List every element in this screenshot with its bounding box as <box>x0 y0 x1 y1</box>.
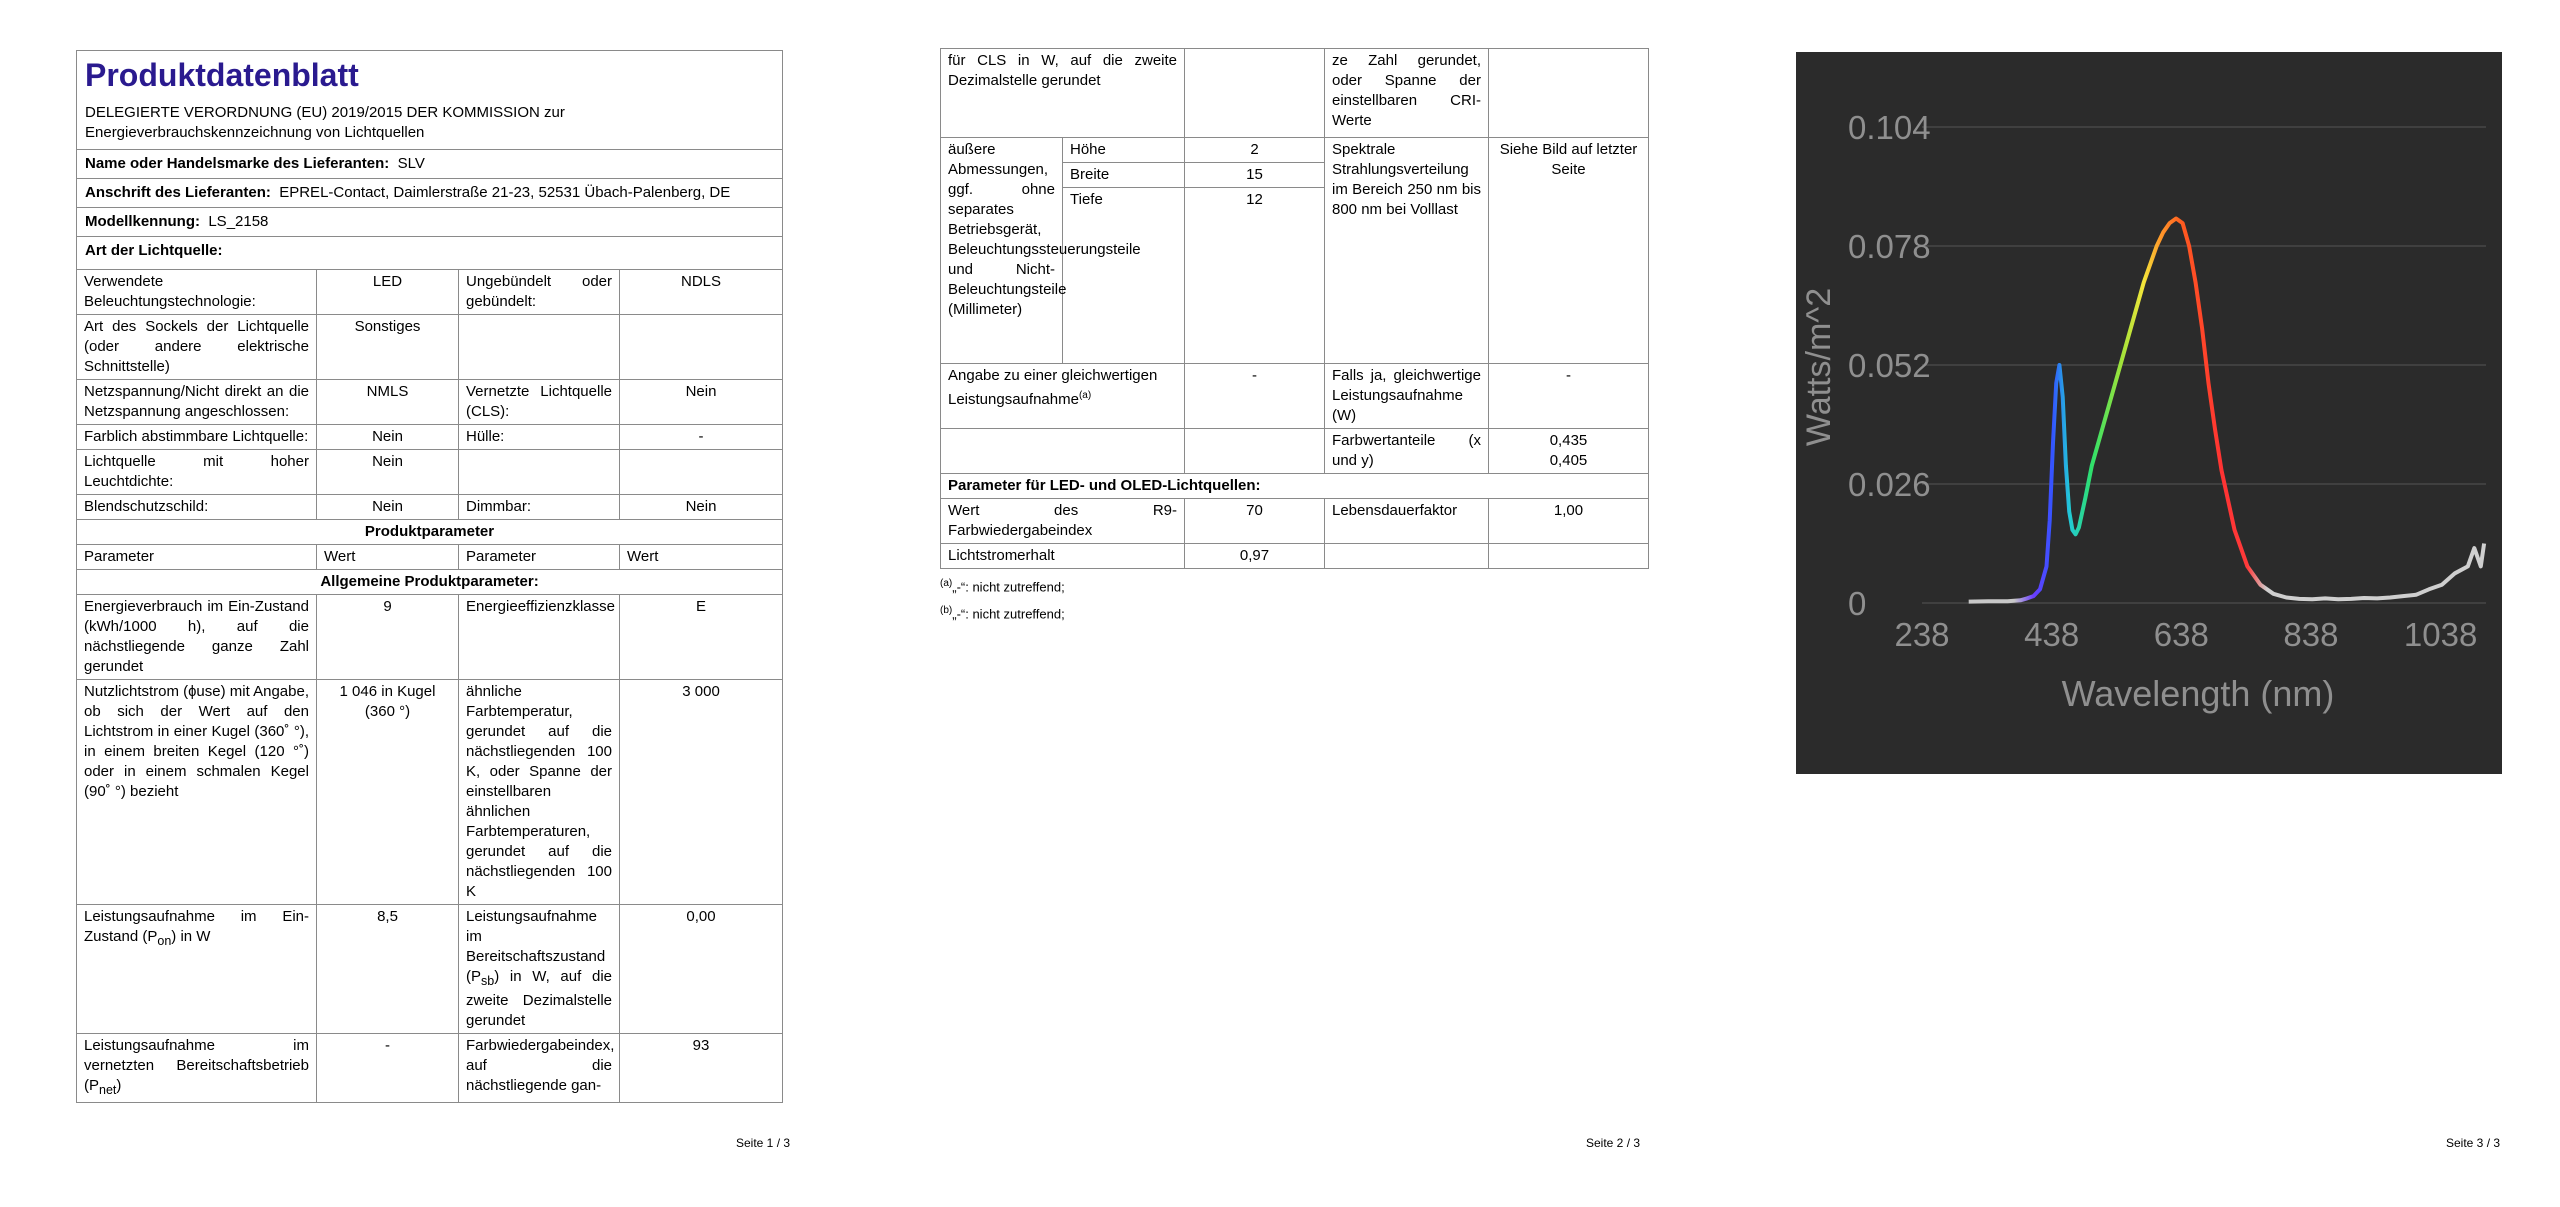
table-row <box>77 315 783 380</box>
page-1 <box>0 0 850 1207</box>
x-tick-label: 438 <box>2024 616 2080 653</box>
directional-value: NDLS <box>620 270 783 315</box>
footnote-b <box>940 599 1065 626</box>
mains-label: Netzspannung/Nicht direkt an die Netzspannung angeschlossen: <box>77 380 317 425</box>
column-header-parameter: Parameter <box>459 545 620 570</box>
technology-label: Verwendete Beleuchtungstechnologie: <box>77 270 317 315</box>
footnote-a-text: „-“: nicht zutreffend; <box>952 579 1065 595</box>
footnote-b-marker: (b) <box>940 605 953 617</box>
page-number: Seite 1 / 3 <box>736 1136 791 1150</box>
envelope-value: - <box>620 425 783 450</box>
energy-consumption-value: 9 <box>317 595 459 680</box>
x-tick-label: 1038 <box>2403 616 2478 653</box>
empty-cell <box>459 450 620 495</box>
empty-cell <box>1489 49 1649 138</box>
table-row <box>941 544 1649 569</box>
table-row <box>941 364 1649 429</box>
page-title: Produktdatenblatt <box>85 57 359 93</box>
cap-type-value: Sonstiges <box>317 315 459 380</box>
footnote-a-marker: (a) <box>940 578 953 589</box>
column-header-value: Wert <box>317 545 459 570</box>
cri-label: Farbwiedergabeindex, auf die nächstliegende gan- <box>459 1034 620 1103</box>
equivalent-power-claim-label <box>941 364 1185 429</box>
high-luminance-value: Nein <box>317 450 459 495</box>
power-networked-label <box>77 1034 317 1103</box>
spectral-distribution-value: Siehe Bild auf letzter Seite <box>1489 138 1649 364</box>
y-tick-label: 0.078 <box>1848 228 1931 265</box>
width-label: Breite <box>1063 163 1185 188</box>
led-params-header: Parameter für LED- und OLED-Lichtquellen: <box>941 474 1649 499</box>
address-value: EPREL-Contact, Daimlerstraße 21-23, 52531 Übach-Palenberg, DE <box>279 184 731 201</box>
column-header-parameter: Parameter <box>77 545 317 570</box>
datasheet-table-page-1 <box>76 50 783 1103</box>
tunable-label: Farblich abstimmbare Lichtquelle: <box>77 425 317 450</box>
anti-glare-label: Blendschutzschild: <box>77 495 317 520</box>
directional-label: Ungebündelt oder gebündelt: <box>459 270 620 315</box>
equivalent-power-label: Falls ja, gleichwertige Leistungsaufnahme (W) <box>1325 364 1489 429</box>
x-tick-label: 238 <box>1894 616 1950 653</box>
table-row <box>941 138 1649 163</box>
energy-consumption-label: Energieverbrauch im Ein-Zustand (kWh/1000 h), auf die nächstliegende ganze Zahl gerundet <box>77 595 317 680</box>
general-params-header: Allgemeine Produktparameter: <box>77 570 783 595</box>
power-on-label-tail: ) in W <box>171 928 211 945</box>
table-row <box>77 595 783 680</box>
column-header-value: Wert <box>620 545 783 570</box>
power-standby-label-tail: ) in W, auf die zweite Dezimalstelle gerundet <box>466 968 612 1029</box>
supplier-row <box>77 150 783 179</box>
efficiency-class-value: E <box>620 595 783 680</box>
technology-value: LED <box>317 270 459 315</box>
table-row <box>77 1034 783 1103</box>
table-row <box>941 429 1649 474</box>
power-standby-subscript: sb <box>481 974 495 988</box>
power-on-label-text: Leistungsaufnahme im Ein-Zustand (P <box>84 908 309 945</box>
spectral-chart <box>1796 52 2502 774</box>
cri-value: 93 <box>620 1034 783 1103</box>
footnote-b-text: „-“: nicht zutreffend; <box>952 606 1065 622</box>
ticks <box>1848 109 2477 653</box>
power-networked-label-text: Leistungsaufnahme im vernetzten Bereitschaftsbetrieb (P <box>84 1037 309 1094</box>
power-standby-label <box>459 905 620 1034</box>
table-row <box>77 450 783 495</box>
mains-value: NMLS <box>317 380 459 425</box>
power-on-subscript: on <box>157 934 172 948</box>
efficiency-class-label: Energieeffizienzklasse <box>459 595 620 680</box>
cct-value: 3 000 <box>620 680 783 905</box>
equivalent-power-claim-value: - <box>1185 364 1325 429</box>
dimensions-label: äußere Abmessungen, ggf. ohne separates Betriebsgerät, Beleuchtungssteuerungsteile und Nicht-Beleuchtungsteile (Millimeter) <box>941 138 1063 364</box>
table-row <box>77 380 783 425</box>
model-label: Modellkennung: <box>85 213 200 230</box>
r9-value: 70 <box>1185 499 1325 544</box>
model-row <box>77 208 783 237</box>
address-row <box>77 179 783 208</box>
survival-factor-value: 1,00 <box>1489 499 1649 544</box>
model-value: LS_2158 <box>208 213 269 230</box>
title-cell <box>77 51 783 150</box>
empty-cell <box>459 315 620 380</box>
survival-factor-label: Lebensdauerfaktor <box>1325 499 1489 544</box>
chromaticity-x: 0,435 <box>1549 432 1588 449</box>
connected-value: Nein <box>620 380 783 425</box>
power-networked-label-tail: ) <box>116 1077 122 1094</box>
tunable-value: Nein <box>317 425 459 450</box>
useful-flux-label: Nutzlichtstrom (ɸuse) mit Angabe, ob sich der Wert auf den Lichtstrom in einer Kugel (360˚ °), in einem breiten Kegel (120 °˚) oder in einem schmalen Kegel (90˚ °) bezieht <box>77 680 317 905</box>
power-standby-value: 0,00 <box>620 905 783 1034</box>
x-axis-label: Wavelength (nm) <box>2061 673 2335 714</box>
y-tick-label: 0.104 <box>1848 109 1931 146</box>
depth-value: 12 <box>1185 188 1325 364</box>
height-label: Höhe <box>1063 138 1185 163</box>
r9-label: Wert des R9-Farbwiedergabeindex <box>941 499 1185 544</box>
supplier-label: Name oder Handelsmarke des Lieferanten: <box>85 155 390 172</box>
empty-cell <box>620 315 783 380</box>
spectral-distribution-label: Spektrale Strahlungsverteilung im Bereich 250 nm bis 800 nm bei Volllast <box>1325 138 1489 364</box>
table-row <box>77 270 783 315</box>
useful-flux-value: 1 046 in Kugel (360 °) <box>317 680 459 905</box>
power-standby-label-text: Leistungsaufnahme im Bereitschaftszustand (P <box>466 908 606 985</box>
power-on-label <box>77 905 317 1034</box>
footnote-a-marker: (a) <box>1078 390 1092 401</box>
envelope-label: Hülle: <box>459 425 620 450</box>
table-row <box>77 680 783 905</box>
continued-left-label: für CLS in W, auf die zweite Dezimalstelle gerundet <box>941 49 1185 138</box>
chromaticity-y: 0,405 <box>1549 452 1588 469</box>
footnotes <box>940 572 1065 627</box>
chromaticity-label: Farbwertanteile (x und y) <box>1325 429 1489 474</box>
empty-cell <box>1325 544 1489 569</box>
x-tick-label: 838 <box>2283 616 2339 653</box>
y-tick-label: 0.026 <box>1848 466 1931 503</box>
spectrum-line <box>1969 219 2484 602</box>
table-row <box>77 425 783 450</box>
empty-cell <box>1185 49 1325 138</box>
height-value: 2 <box>1185 138 1325 163</box>
datasheet-table-page-2 <box>940 48 1649 569</box>
y-axis-label: Watts/m^2 <box>1800 287 1838 447</box>
dimmable-value: Nein <box>620 495 783 520</box>
power-on-value: 8,5 <box>317 905 459 1034</box>
connected-label: Vernetzte Lichtquelle (CLS): <box>459 380 620 425</box>
cap-type-label: Art des Sockels der Lichtquelle (oder andere elektrische Schnittstelle) <box>77 315 317 380</box>
address-label: Anschrift des Lieferanten: <box>85 184 271 201</box>
cct-label: ähnliche Farbtemperatur, gerundet auf die nächstliegenden 100 K, oder Spanne der einstellbaren ähnlichen Farbtemperaturen, gerundet auf die nächstliegenden 100 K <box>459 680 620 905</box>
supplier-value: SLV <box>397 155 425 172</box>
continued-right-label: ze Zahl gerundet, oder Spanne der einstellbaren CRI-Werte <box>1325 49 1489 138</box>
regulation-subtitle: DELEGIERTE VERORDNUNG (EU) 2019/2015 DER KOMMISSION zur Energieverbrauchskennzeichnung von Lichtquellen <box>85 104 565 141</box>
depth-label: Tiefe <box>1063 188 1185 364</box>
y-tick-label: 0.052 <box>1848 347 1931 384</box>
equivalent-power-value: - <box>1489 364 1649 429</box>
width-value: 15 <box>1185 163 1325 188</box>
anti-glare-value: Nein <box>317 495 459 520</box>
empty-cell <box>1185 429 1325 474</box>
footnote-a <box>940 572 1065 599</box>
empty-cell <box>620 450 783 495</box>
high-luminance-label: Lichtquelle mit hoher Leuchtdichte: <box>77 450 317 495</box>
grid <box>1922 127 2486 603</box>
column-header-row <box>77 545 783 570</box>
table-row <box>941 49 1649 138</box>
power-networked-subscript: net <box>99 1083 117 1097</box>
table-row <box>941 499 1649 544</box>
chromaticity-value <box>1489 429 1649 474</box>
y-tick-label: 0 <box>1848 585 1867 622</box>
empty-cell <box>941 429 1185 474</box>
table-row <box>77 495 783 520</box>
table-row <box>77 905 783 1034</box>
spectral-chart-svg <box>1796 52 2502 774</box>
lumen-maintenance-value: 0,97 <box>1185 544 1325 569</box>
page-number: Seite 3 / 3 <box>2446 1136 2501 1150</box>
page-number: Seite 2 / 3 <box>1586 1136 1641 1150</box>
light-source-type-header: Art der Lichtquelle: <box>77 237 783 270</box>
series <box>1969 219 2484 602</box>
dimmable-label: Dimmbar: <box>459 495 620 520</box>
empty-cell <box>1489 544 1649 569</box>
power-networked-value: - <box>317 1034 459 1103</box>
equivalent-power-claim-text: Angabe zu einer gleichwertigen Leistungsaufnahme <box>948 367 1158 408</box>
lumen-maintenance-label: Lichtstromerhalt <box>941 544 1185 569</box>
x-tick-label: 638 <box>2153 616 2209 653</box>
product-params-header: Produktparameter <box>77 520 783 545</box>
